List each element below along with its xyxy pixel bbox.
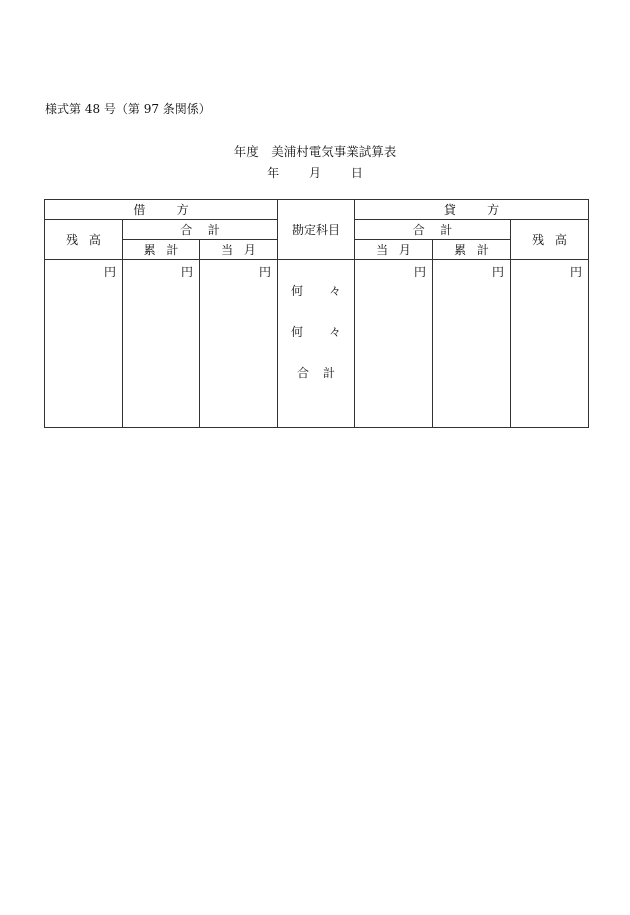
credit-total-header: 合計 bbox=[355, 220, 511, 240]
debit-balance-header: 残高 bbox=[45, 220, 123, 260]
yen-unit: 円 bbox=[413, 265, 426, 279]
debit-balance-cell bbox=[45, 260, 123, 428]
account-subject-cell bbox=[278, 260, 355, 428]
subject-total-row: 合 計 bbox=[296, 366, 336, 380]
credit-cumulative-header: 累計 bbox=[433, 240, 511, 260]
debit-cumulative-cell bbox=[123, 260, 200, 428]
date-month: 月 bbox=[308, 166, 321, 180]
form-number: 様式第 48 号（第 97 条関係） bbox=[45, 102, 211, 116]
subject-row: 何 々 bbox=[290, 284, 342, 298]
debit-cumulative-header: 累計 bbox=[123, 240, 200, 260]
subject-row: 何 々 bbox=[290, 325, 342, 339]
account-subject-header: 勘定科目 bbox=[278, 200, 355, 260]
credit-current-month-header: 当月 bbox=[355, 240, 433, 260]
yen-unit: 円 bbox=[180, 265, 193, 279]
debit-header: 借方 bbox=[45, 200, 278, 220]
credit-header: 貸方 bbox=[355, 200, 589, 220]
debit-current-month-cell bbox=[200, 260, 278, 428]
yen-unit: 円 bbox=[258, 265, 271, 279]
credit-current-month-cell bbox=[355, 260, 433, 428]
yen-unit: 円 bbox=[103, 265, 116, 279]
document-title: 年度 美浦村電気事業試算表 bbox=[233, 144, 397, 159]
document-date bbox=[0, 164, 630, 181]
credit-balance-cell bbox=[511, 260, 589, 428]
date-day: 日 bbox=[350, 166, 363, 180]
credit-cumulative-cell bbox=[433, 260, 511, 428]
debit-current-month-header: 当月 bbox=[200, 240, 278, 260]
yen-unit: 円 bbox=[569, 265, 582, 279]
date-year: 年 bbox=[267, 166, 280, 180]
trial-balance-table bbox=[44, 199, 589, 428]
credit-balance-header: 残高 bbox=[511, 220, 589, 260]
debit-total-header: 合計 bbox=[123, 220, 278, 240]
yen-unit: 円 bbox=[491, 265, 504, 279]
